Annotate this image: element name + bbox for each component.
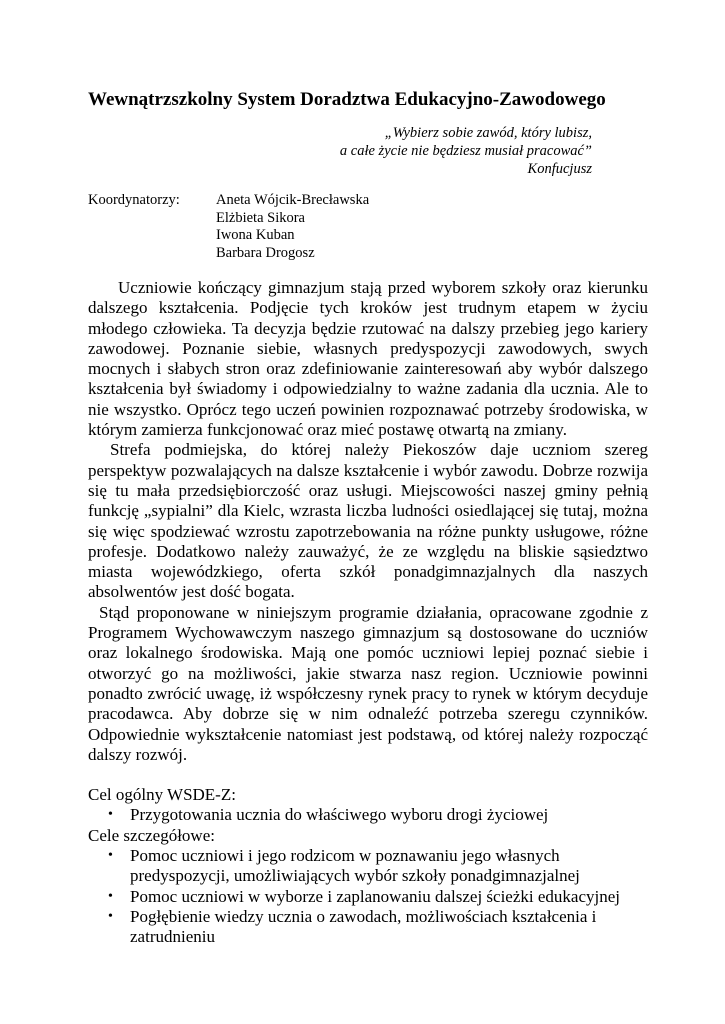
specific-goals-list [88,846,648,947]
coordinators-label: Koordynatorzy: [88,192,180,208]
paragraph: Strefa podmiejska, do której należy Piekoszów daje uczniom szereg perspektyw pozwalających na dalsze kształcenie i wybór zawodu. Dobrze rozwija się tu mała przedsiębiorczość oraz usługi. Miejscowości naszej gminy pełnią funkcję „sypialni” dla Kielc, wzrasta liczba ludności osiedlającej się tutaj, można się więc spodziewać wzrostu zapotrzebowania na różne punkty usługowe, różne profesje. Dodatkowo należy zauważyć, że ze względu na bliskie sąsiedztwo miasta wojewódzkiego, oferta szkół ponadgimnazjalnych dla naszych absolwentów jest dość bogata. [88,440,648,602]
list-item-text: Pomoc uczniowi w wyborze i zaplanowaniu dalszej ścieżki edukacyjnej [130,886,620,906]
document-title: Wewnątrzszkolny System Doradztwa Edukacyjno-Zawodowego [88,89,606,110]
general-goal-label: Cel ogólny WSDE-Z: [88,785,236,805]
bullet-icon: • [108,807,113,823]
coordinator-name: Iwona Kuban [216,227,295,244]
coordinator-name: Aneta Wójcik-Brecławska [216,192,370,208]
coordinator-name: Elżbieta Sikora [216,209,305,226]
paragraph: Uczniowie kończący gimnazjum stają przed wyborem szkoły oraz kierunku dalszego kształcenia. Podjęcie tych kroków jest trudnym etapem w życiu młodego człowieka. Ta decyzja będzie rzutować na dalszy przebieg jego kariery zawodowej. Poznanie siebie, własnych predyspozycji zawodowych, swych mocnych i słabych stron oraz zdefiniowanie zainteresowań aby wybór dalszego kształcenia był świadomy i odpowiedzialny to ważne zadania dla ucznia. Ale to nie wszystko. Oprócz tego uczeń powinien rozpoznawać potrzeby środowiska, w którym zamierza funkcjonować oraz mieć postawę otwartą na zmiany. [88,278,648,440]
coordinator-name: Barbara Drogosz [216,244,315,261]
list-item-text: Pogłębienie wiedzy ucznia o zawodach, możliwościach kształcenia i zatrudnieniu [130,906,597,947]
paragraph: Stąd proponowane w niniejszym programie działania, opracowane zgodnie z Programem Wychowawczym naszego gimnazjum są dostosowane do uczniów oraz lokalnego środowiska. Mają one pomóc uczniowi lepiej poznać siebie i otworzyć go na możliwości, jakie stwarza nasz region. Uczniowie powinni ponadto zwrócić uwagę, iż współczesny rynek pracy to rynek w którym decyduje pracodawca. Aby dobrze się w nim odnaleźć potrzeba szeregu czynników. Odpowiednie wykształcenie natomiast jest podstawą, od której należy rozpocząć dalszy rozwój. [88,602,648,764]
motto-line-1: „Wybierz sobie zawód, który lubisz, [384,125,592,141]
list-item-text: Przygotowania ucznia do właściwego wyboru drogi życiowej [130,805,549,825]
coordinators-list [216,192,369,262]
list-item [108,906,648,948]
motto-quote [330,124,592,178]
motto-line-2: a całe życie nie będziesz musiał pracować” [339,143,592,159]
document-body [88,278,648,948]
list-item [108,846,648,887]
list-item [108,886,648,907]
section-spacer [88,765,648,785]
bullet-icon: • [108,848,113,864]
list-item-text: Pomoc uczniowi i jego rodzicom w poznawaniu jego własnych predyspozycji, umożliwiających wybór szkoły ponadgimnazjalnej [130,846,580,886]
motto-author: Konfucjusz [527,161,592,177]
list-item [108,805,648,825]
general-goal-list [88,805,648,825]
bullet-icon: • [108,888,113,904]
specific-goals-label: Cele szczegółowe: [88,825,215,845]
bullet-icon: • [108,908,113,924]
